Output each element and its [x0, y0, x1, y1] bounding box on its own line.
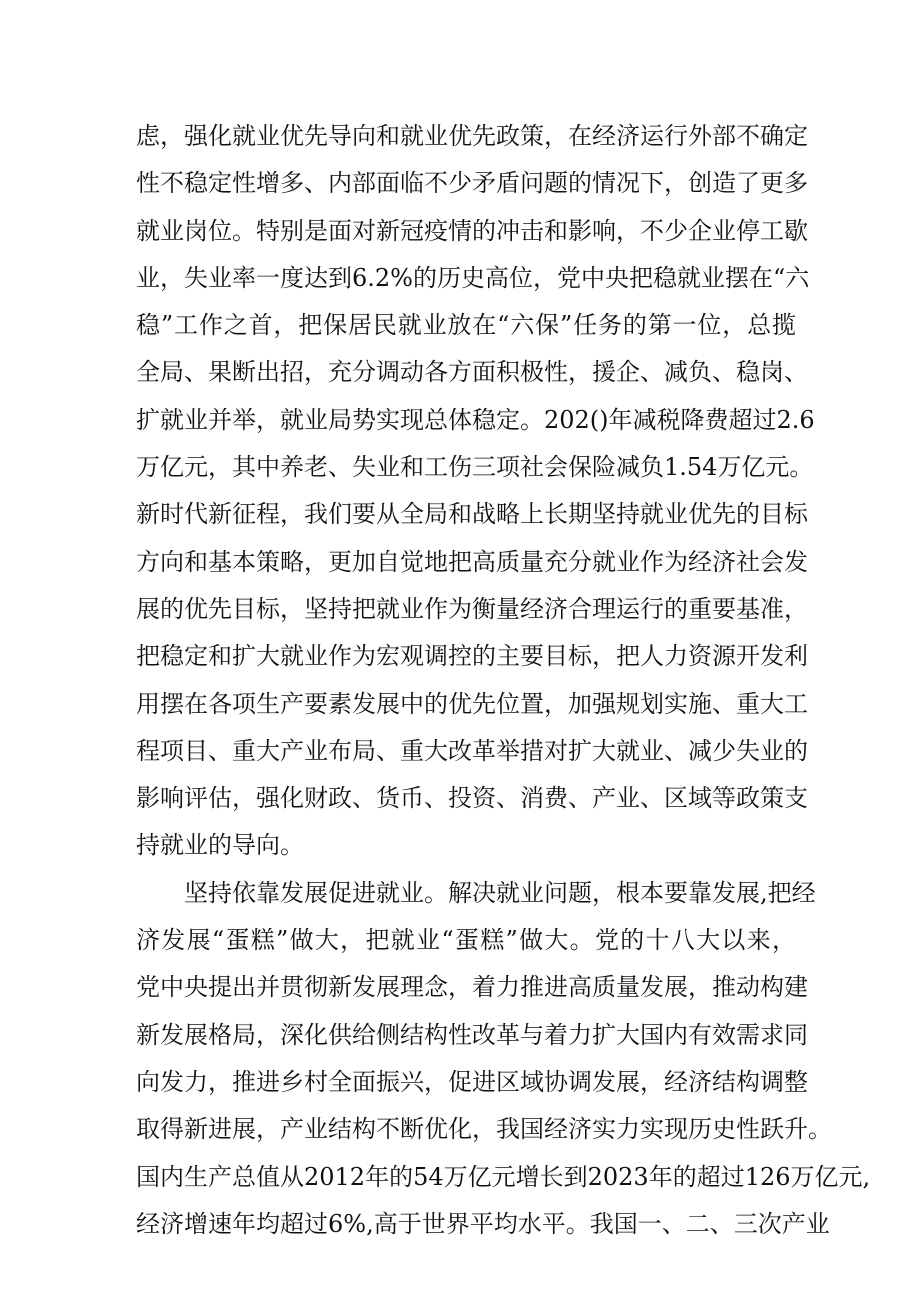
text-line: 扩就业并举，就业局势实现总体稳定。202()年减税降费超过2.6 [136, 405, 815, 434]
text-line: 党中央提出并贯彻新发展理念，着力推进高质量发展，推动构建 [136, 973, 808, 1002]
text-line: 方向和基本策略，更加自觉地把高质量充分就业作为经济社会发 [136, 547, 808, 576]
text-line: 国内生产总值从2012年的54万亿元增长到2023年的超过126万亿元, [136, 1162, 871, 1191]
text-line: 取得新进展，产业结构不断优化，我国经济实力实现历史性跃升。 [136, 1115, 832, 1144]
body-text [136, 113, 871, 1248]
text-line: 把稳定和扩大就业作为宏观调控的主要目标，把人力资源开发利 [136, 642, 808, 671]
text-line: 向发力，推进乡村全面振兴，促进区域协调发展，经济结构调整 [136, 1067, 808, 1096]
paragraph-first-line: 坚持依靠发展促进就业。解决就业问题，根本要靠发展,把经 [184, 878, 816, 907]
text-line: 万亿元，其中养老、失业和工伤三项社会保险减负1.54万亿元。 [136, 453, 814, 482]
text-line: 用摆在各项生产要素发展中的优先位置，加强规划实施、重大工 [136, 689, 808, 718]
text-line: 性不稳定性增多、内部面临不少矛盾问题的情况下，创造了更多 [136, 169, 808, 198]
text-line: 展的优先目标，坚持把就业作为衡量经济合理运行的重要基准， [136, 594, 808, 623]
text-line: 业，失业率一度达到6.2%的历史高位，党中央把稳就业摆在“六 [136, 263, 810, 292]
text-line: 新时代新征程，我们要从全局和战略上长期坚持就业优先的目标 [136, 500, 808, 529]
text-line: 经济增速年均超过6%,高于世界平均水平。我国一、二、三次产业 [136, 1209, 830, 1238]
text-line: 新发展格局，深化供给侧结构性改革与着力扩大国内有效需求同 [136, 1020, 808, 1049]
text-line: 持就业的导向。 [136, 831, 304, 860]
text-line: 稳”工作之首，把保居民就业放在“六保”任务的第一位，总揽 [136, 311, 796, 340]
text-line: 程项目、重大产业布局、重大改革举措对扩大就业、减少失业的 [136, 736, 808, 765]
text-line: 虑，强化就业优先导向和就业优先政策，在经济运行外部不确定 [136, 122, 808, 150]
text-line: 全局、果断出招，充分调动各方面积极性，援企、减负、稳岗、 [136, 358, 808, 387]
text-line: 就业岗位。特别是面对新冠疫情的冲击和影响，不少企业停工歇 [136, 216, 808, 245]
text-line: 济发展“蛋糕”做大，把就业“蛋糕”做大。党的十八大以来， [136, 926, 796, 955]
text-line: 影响评估，强化财政、货币、投资、消费、产业、区域等政策支 [136, 784, 808, 813]
